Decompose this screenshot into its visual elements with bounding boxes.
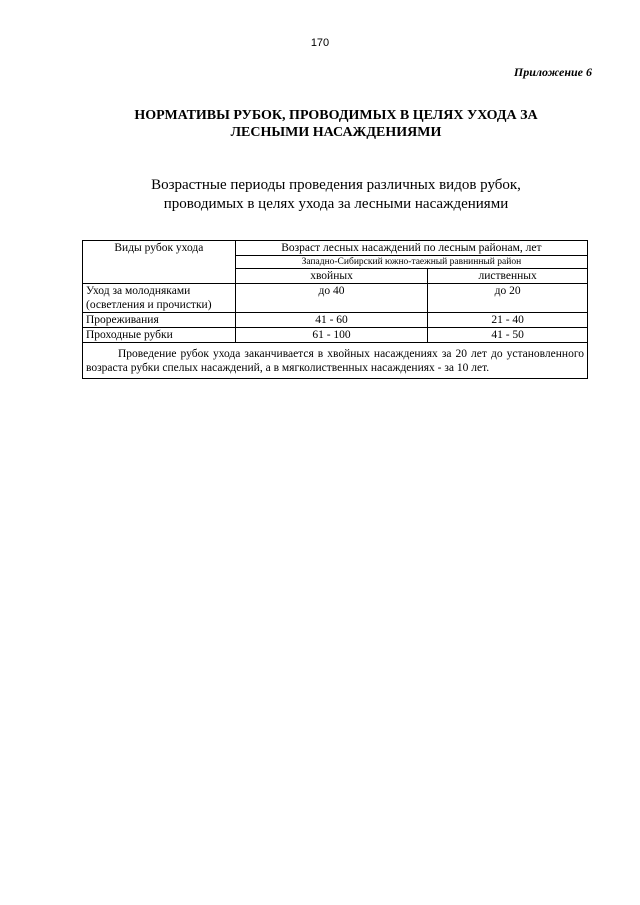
- appendix-label: Приложение 6: [513, 65, 592, 79]
- row-deciduous-age: 41 - 50: [428, 328, 588, 343]
- row-coniferous-age: 41 - 60: [235, 313, 428, 328]
- row-deciduous-age: до 20: [428, 284, 588, 313]
- header-cut-types: Виды рубок ухода: [83, 241, 236, 284]
- title-line-2: ЛЕСНЫМИ НАСАЖДЕНИЯМИ: [230, 125, 442, 140]
- table-row: [83, 313, 588, 328]
- header-deciduous: лиственных: [428, 269, 588, 284]
- row-cut-type: Прореживания: [83, 313, 236, 328]
- table-note-row: [83, 343, 588, 379]
- document-subtitle: [80, 176, 592, 214]
- table-header-row: [83, 241, 588, 256]
- document-title: [80, 107, 592, 141]
- header-coniferous: хвойных: [235, 269, 428, 284]
- table-note: Проведение рубок ухода заканчивается в хвойных насаждениях за 20 лет до установленного возраста рубки спелых насаждений, а в мягколиственных насаждениях - за 10 лет.: [83, 343, 588, 379]
- row-cut-type-line-1: Уход за молодняками: [86, 285, 191, 297]
- row-cut-type: [83, 284, 236, 313]
- header-forest-age: Возраст лесных насаждений по лесным районам, лет: [235, 241, 587, 256]
- row-coniferous-age: до 40: [235, 284, 428, 313]
- row-cut-type-line-2: (осветления и прочистки): [86, 299, 212, 311]
- page-number: 170: [310, 37, 330, 49]
- row-cut-type: Проходные рубки: [83, 328, 236, 343]
- subtitle-line-2: проводимых в целях ухода за лесными насаждениями: [163, 196, 509, 212]
- row-coniferous-age: 61 - 100: [235, 328, 428, 343]
- table-row: [83, 284, 588, 313]
- norms-table: [82, 240, 588, 379]
- row-deciduous-age: 21 - 40: [428, 313, 588, 328]
- subtitle-line-1: Возрастные периоды проведения различных видов рубок,: [151, 177, 521, 193]
- header-region: Западно-Сибирский южно-таежный равнинный район: [235, 256, 587, 269]
- table-row: [83, 328, 588, 343]
- title-line-1: НОРМАТИВЫ РУБОК, ПРОВОДИМЫХ В ЦЕЛЯХ УХОДА ЗА: [134, 108, 538, 123]
